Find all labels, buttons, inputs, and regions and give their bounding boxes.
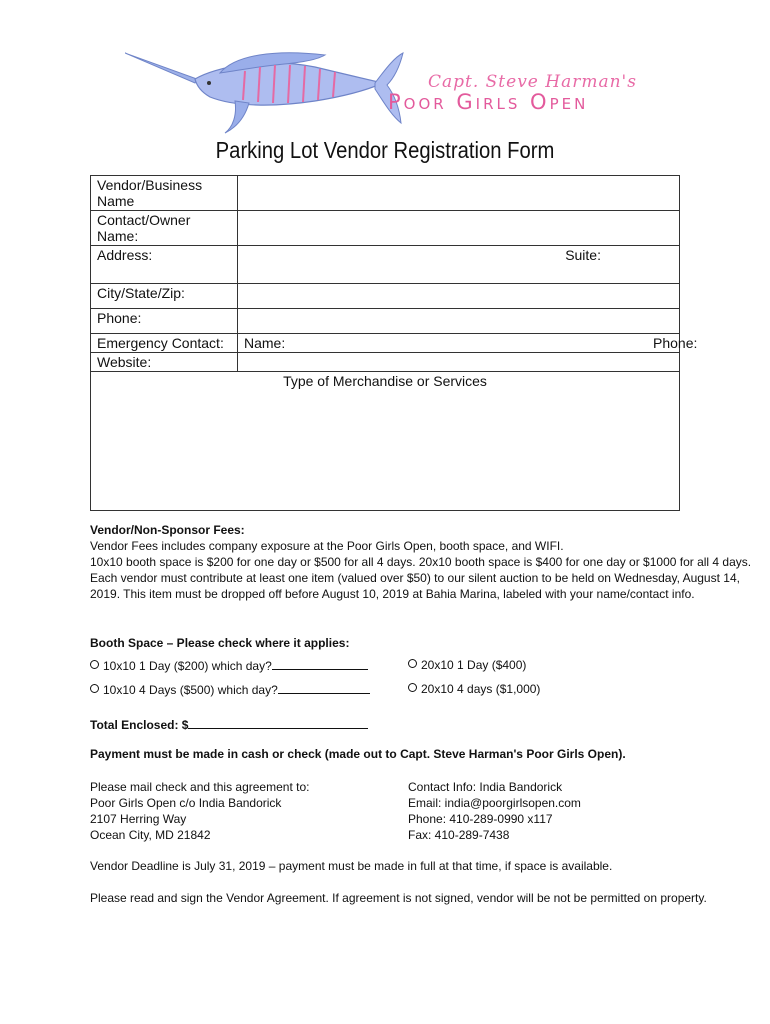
merchandise-field[interactable] xyxy=(91,372,680,511)
booth-option-10x10-1day[interactable] xyxy=(90,657,368,674)
phone-field[interactable] xyxy=(238,309,680,334)
radio-circle-icon[interactable] xyxy=(408,683,417,692)
booth-heading: Booth Space – Please check where it applies: xyxy=(90,636,350,650)
total-enclosed xyxy=(90,716,368,733)
website-field[interactable] xyxy=(238,353,680,372)
contact-line: Contact Info: India Bandorick xyxy=(408,780,563,794)
emergency-contact-label: Emergency Contact: xyxy=(91,334,238,353)
logo-title: Poor Girls Open xyxy=(388,90,589,114)
contact-line: Fax: 410-289-7438 xyxy=(408,828,510,842)
vendor-name-label: Vendor/Business Name xyxy=(91,176,238,211)
phone-label: Phone: xyxy=(91,309,238,334)
mail-line: Poor Girls Open c/o India Bandorick xyxy=(90,796,282,810)
emergency-contact-field[interactable] xyxy=(238,334,698,353)
marlin-logo-icon xyxy=(125,45,405,140)
contact-info-block xyxy=(408,779,581,843)
radio-circle-icon[interactable] xyxy=(408,659,417,668)
contact-line: Phone: 410-289-0990 x117 xyxy=(408,812,553,826)
day-blank[interactable] xyxy=(272,657,368,670)
booth-option-label: 20x10 4 days ($1,000) xyxy=(421,682,541,696)
deadline-note: Vendor Deadline is July 31, 2019 – payment must be made in full at that time, if space is available. xyxy=(90,859,613,873)
booth-option-20x10-4days[interactable] xyxy=(408,681,540,697)
mail-address-block xyxy=(90,779,309,843)
mail-line: Please mail check and this agreement to: xyxy=(90,780,310,794)
fees-line: 10x10 booth space is $200 for one day or $500 for all 4 days. 20x10 booth space is $400 for one day or $1000 for all 4 days. xyxy=(90,555,752,569)
suite-label: Suite: xyxy=(565,247,601,263)
fees-line: Each vendor must contribute at least one item (valued over $50) to our silent auction to be held on Wednesday, August 14, xyxy=(90,571,740,585)
mail-line: Ocean City, MD 21842 xyxy=(90,828,211,842)
address-field[interactable] xyxy=(238,246,680,284)
city-state-zip-field[interactable] xyxy=(238,284,680,309)
radio-circle-icon[interactable] xyxy=(90,660,99,669)
mail-line: 2107 Herring Way xyxy=(90,812,187,826)
booth-option-20x10-1day[interactable] xyxy=(408,657,526,673)
fees-line: Vendor Fees includes company exposure at the Poor Girls Open, booth space, and WIFI. xyxy=(90,539,564,553)
booth-option-label: 20x10 1 Day ($400) xyxy=(421,658,527,672)
logo-subtitle: Capt. Steve Harman's xyxy=(428,72,637,92)
booth-option-10x10-4days[interactable] xyxy=(90,681,370,698)
total-blank[interactable] xyxy=(188,716,368,729)
address-label: Address: xyxy=(91,246,238,284)
merchandise-label: Type of Merchandise or Services xyxy=(283,373,487,389)
day-blank[interactable] xyxy=(278,681,370,694)
vendor-name-field[interactable] xyxy=(238,176,680,211)
booth-option-label: 10x10 4 Days ($500) which day? xyxy=(103,683,278,697)
emergency-phone-label: Phone: xyxy=(653,335,698,351)
city-state-zip-label: City/State/Zip: xyxy=(91,284,238,309)
booth-option-label: 10x10 1 Day ($200) which day? xyxy=(103,659,272,673)
agreement-note: Please read and sign the Vendor Agreement. If agreement is not signed, vendor will be not be permitted on property. xyxy=(90,891,707,905)
event-logo xyxy=(125,45,645,140)
radio-circle-icon[interactable] xyxy=(90,684,99,693)
contact-name-label: Contact/Owner Name: xyxy=(91,211,238,246)
fees-heading: Vendor/Non-Sponsor Fees: xyxy=(90,523,245,537)
emergency-name-label: Name: xyxy=(244,335,286,351)
fees-line: 2019. This item must be dropped off before August 10, 2019 at Bahia Marina, labeled with your name/contact info. xyxy=(90,587,695,601)
page-title: Parking Lot Vendor Registration Form xyxy=(215,137,555,163)
contact-email[interactable]: Email: india@poorgirlsopen.com xyxy=(408,796,581,810)
contact-name-field[interactable] xyxy=(238,211,680,246)
registration-table xyxy=(90,175,698,511)
website-label: Website: xyxy=(91,353,238,372)
total-label: Total Enclosed: $ xyxy=(90,718,189,732)
fees-section xyxy=(90,522,751,602)
payment-note: Payment must be made in cash or check (made out to Capt. Steve Harman's Poor Girls Open). xyxy=(90,747,626,761)
